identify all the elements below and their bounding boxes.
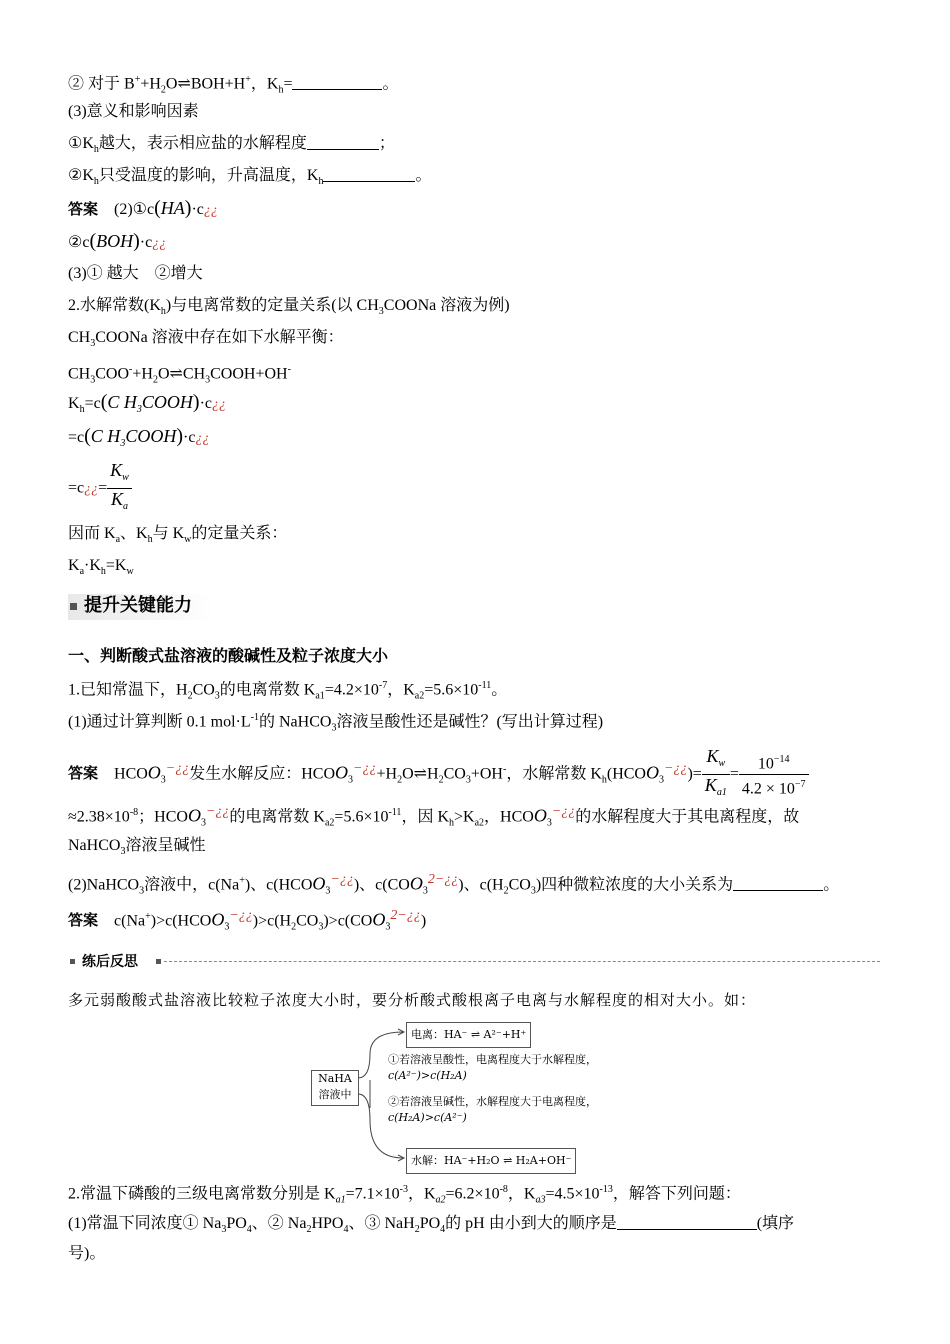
- text-line: 2.水解常数$(K_h)$与电离常数的定量关系(以 $CH_3COONa$ 溶液为例): [68, 297, 510, 318]
- text: CH: [68, 329, 91, 346]
- text: K: [706, 746, 719, 766]
- text: ；HCO: [138, 808, 188, 826]
- text: c(Na: [114, 912, 146, 930]
- question-line: (1)常温下同浓度① $Na_3PO_4$、② $Na_2HPO_4$、③ $NaH_2PO_4$的 pH 由小到大的顺序是 (填序: [68, 1215, 795, 1236]
- math: C H: [107, 392, 137, 412]
- text: 。: [415, 167, 432, 184]
- text: ，解答下列问题：: [612, 1185, 741, 1203]
- reflect-divider: [68, 952, 880, 972]
- square-icon: [156, 959, 161, 964]
- fraction: $\frac{K_w}{K_a}$: [107, 460, 132, 517]
- text: COONa 溶液中存在如下水解平衡：: [95, 329, 344, 346]
- answer-line: NaHCO$_3$溶液呈碱性: [68, 837, 206, 858]
- text: =c: [68, 479, 85, 497]
- text: )>c(HCO: [150, 912, 212, 930]
- text: =4.5×10: [545, 1185, 600, 1203]
- text: CH: [68, 365, 91, 383]
- text: O⇌BOH+H: [165, 75, 246, 93]
- answer-line: ②c(BOH)·c¿¿: [68, 230, 167, 252]
- text: >K: [454, 808, 475, 826]
- text: 因而 K: [68, 525, 116, 542]
- text: 、② Na: [251, 1215, 307, 1232]
- text: 2.水解常数(K: [68, 297, 161, 314]
- question-line: 1.已知常温下，$H_2CO_3$的电离常数 $K_{a1}=4.2\times 10^{-7}$，$K_{a2}=5.6\times 10^{-11}$。: [68, 680, 508, 702]
- square-icon: [70, 959, 75, 964]
- text: =c: [68, 429, 85, 446]
- text: ): [420, 912, 427, 930]
- text: HPO: [311, 1215, 344, 1232]
- text: )四种微粒浓度的大小关系为: [535, 876, 734, 894]
- text: 的水解程度大于其电离程度，故: [575, 808, 800, 826]
- text: ，水解常数 K: [506, 765, 602, 783]
- glyph: ¿¿: [203, 203, 218, 218]
- text: ，因 K: [401, 808, 449, 826]
- text: 2.常温下磷酸的三级电离常数分别是 K: [68, 1185, 336, 1203]
- text: (HCO: [606, 765, 646, 783]
- section-heading: [68, 594, 213, 620]
- text: K: [110, 460, 123, 480]
- text: 的定量关系：: [191, 525, 288, 542]
- text-line: $CH_3COO^-+H_2O\rightleftharpoons CH_3COOH+OH^-$: [68, 364, 291, 386]
- math: COOH: [141, 392, 193, 412]
- text: (2)①c: [114, 201, 155, 218]
- text: =5.6×10: [334, 808, 389, 826]
- text: PO: [419, 1215, 441, 1232]
- question-line: 2.常温下磷酸的三级电离常数分别是 $K_{a1}=7.1\times 10^{-3}$，$K_{a2}=6.2\times 10^{-8}$，$K_{a3}=4.5\times 10^{-13}$，解答下列问题：: [68, 1184, 741, 1206]
- math-line: =c¿¿= $\frac{K_w}{K_a}$: [68, 460, 132, 517]
- answer-label: 答案: [68, 200, 99, 218]
- text: 的电离常数 K: [219, 681, 316, 699]
- question-line: (2)NaHCO$_3$溶液中，c(Na+)、$c(HCOO_3^{-¿¿})$、$c(COO_3^{2-¿¿})$、$c(H_2CO_3)$四种微粒浓度的大小关系为 。: [68, 872, 840, 897]
- text-line: (3)① 越大 ②增大: [68, 265, 203, 282]
- text-line: $CH_3COONa$ 溶液中存在如下水解平衡：: [68, 329, 344, 350]
- text: +H: [140, 75, 161, 93]
- math: BOH: [96, 231, 134, 251]
- text: CO: [508, 876, 531, 894]
- text: ≈2.38×10: [68, 808, 130, 826]
- text: =7.1×10: [345, 1185, 400, 1203]
- text: 、③ NaH: [348, 1215, 415, 1232]
- text: CO: [296, 912, 319, 930]
- text: 。: [491, 681, 508, 699]
- answer-blank[interactable]: [733, 876, 823, 891]
- text: 的 NaHCO: [259, 713, 332, 731]
- text: )、c(CO: [353, 876, 410, 894]
- text: )、c(HCO: [244, 876, 313, 894]
- math: HA: [160, 198, 185, 218]
- text: ，K: [250, 75, 279, 93]
- text: 。: [382, 75, 399, 93]
- answer-line: 答案 $c(Na^+)>c(HCOO_3^{-¿¿})>c(H_2CO_3)>c(COO_3^{2-¿¿})$: [68, 908, 427, 933]
- answer-blank[interactable]: [617, 1215, 757, 1230]
- text: (2)NaHCO: [68, 876, 140, 894]
- text: ；: [378, 135, 395, 152]
- text: ·c: [191, 201, 204, 218]
- ionization-hydrolysis-diagram: [308, 1020, 597, 1170]
- answer-label: 答案: [68, 764, 99, 783]
- fraction: [739, 750, 809, 800]
- text: ，HCO: [484, 808, 534, 826]
- text: −14: [773, 753, 790, 765]
- text: =: [283, 75, 293, 93]
- text: +OH: [470, 765, 503, 783]
- text: K: [68, 557, 80, 574]
- text: 溶液呈碱性: [125, 837, 206, 854]
- text: (填序: [756, 1215, 795, 1232]
- text: (1)通过计算判断 0.1 mol·L: [68, 713, 251, 731]
- text-line: $②K_h$只受温度的影响，升高温度，$K_h$ 。: [68, 167, 432, 188]
- text-line: (3)意义和影响因素: [68, 103, 199, 120]
- text: 溶液中，c(Na: [144, 876, 240, 894]
- text: 。: [823, 876, 840, 894]
- text: =K: [105, 557, 127, 574]
- text: )=: [687, 765, 702, 783]
- text: K: [110, 489, 123, 510]
- case-text: ②若溶液呈碱性，水解程度大于电离程度，: [388, 1095, 597, 1108]
- text: 1.已知常温下，H: [68, 681, 188, 699]
- section-title: 提升关键能力: [84, 595, 192, 616]
- text: O⇌CH: [157, 365, 206, 383]
- text: CO: [443, 765, 466, 783]
- text: 10: [757, 755, 774, 773]
- part-heading: 一、判断酸式盐溶液的酸碱性及粒子浓度大小: [68, 646, 389, 665]
- case-text: ①若溶液呈酸性，电离程度大于水解程度，: [388, 1053, 597, 1066]
- text: CO: [192, 681, 215, 699]
- fraction: $\frac{K_w}{K_{a1}}$: [702, 746, 730, 803]
- center-label: 溶液中: [318, 1088, 352, 1101]
- glyph: ¿¿: [84, 481, 99, 497]
- text: )与电离常数的定量关系(以 CH: [165, 297, 379, 314]
- glyph: ¿¿: [195, 431, 210, 446]
- text: 越大，表示相应盐的水解程度: [98, 135, 307, 152]
- text: ·c: [139, 234, 153, 251]
- answer-label: 答案: [68, 911, 99, 930]
- text: ·c: [183, 429, 196, 446]
- glyph: ¿¿: [152, 236, 167, 251]
- center-box: [311, 1070, 359, 1106]
- answer-line: 答案 (2)①c(HA)·c¿¿: [68, 197, 218, 219]
- text-line: ② 对于 $B^++H_2O\rightleftharpoons BOH+H^+$，$K_h=$ 。: [68, 74, 399, 96]
- math: C H: [90, 426, 121, 446]
- text: ·c: [199, 395, 212, 412]
- text: COO: [95, 365, 130, 383]
- ionization-box: 电离：HA⁻ ⇌ A²⁻+H⁺: [406, 1022, 531, 1048]
- text: )、c(H: [458, 876, 504, 894]
- text: =6.2×10: [445, 1185, 500, 1203]
- answer-blank[interactable]: [292, 75, 382, 90]
- text: PO: [226, 1215, 247, 1232]
- answer-blank[interactable]: [307, 135, 379, 150]
- answer-line: 答案 $HCOO_3^{-¿¿}$发生水解反应：$HCOO_3^{-¿¿}+H_2O\rightleftharpoons H_2CO_3+OH^-$，水解常数 $K_h(HCOO_3^{-¿¿})=$ $\frac{K_w}{K_{a1}}$ = $\frac{10^{-14}}{4.2 \times 10^{-7}}$: [68, 746, 809, 803]
- text: ，K: [387, 681, 415, 699]
- text: =4.2×10: [324, 681, 379, 699]
- text: HCO: [114, 765, 148, 783]
- question-line: 号)。: [68, 1245, 106, 1262]
- math-line: =c(C $H_3COOH)\cdot c¿¿$: [68, 425, 210, 450]
- text-line: $K_a\cdot K_h=K_w$: [68, 557, 134, 578]
- text: +H: [376, 765, 398, 783]
- text: ·K: [84, 557, 101, 574]
- reflect-label: 练后反思: [82, 954, 138, 970]
- text: )>c(H: [252, 912, 292, 930]
- text: 、K: [120, 525, 148, 542]
- math: COOH: [125, 426, 177, 446]
- text: 只受温度的影响，升高温度，K: [98, 167, 319, 184]
- text: COOH+OH: [210, 365, 288, 383]
- text: 发生水解反应：HCO: [189, 765, 336, 783]
- square-icon: [70, 603, 77, 610]
- math-line: $K_h=c(C$ $H_3COOH)\cdot c¿¿$: [68, 391, 226, 416]
- text: ②c: [68, 234, 90, 251]
- text-line: 因而 $K_a$、$K_h$与 $K_w$的定量关系：: [68, 525, 288, 546]
- text: )>c(CO: [323, 912, 373, 930]
- reflect-note: 多元弱酸酸式盐溶液比较粒子浓度大小时，要分析酸式酸根离子电离与水解程度的相对大小。如：: [68, 991, 757, 1009]
- text: ，K: [407, 1185, 436, 1203]
- case-text: c(H₂A)>c(A²⁻): [388, 1111, 467, 1124]
- dashed-rule: [164, 961, 880, 962]
- text: (1)常温下同浓度① Na: [68, 1215, 222, 1232]
- text: 4.2 × 10: [741, 780, 795, 798]
- text: ②K: [68, 167, 94, 184]
- text: ，K: [507, 1185, 536, 1203]
- text: 溶液呈酸性还是碱性？(写出计算过程): [336, 713, 604, 731]
- text: K: [68, 395, 80, 412]
- case-text: c(A²⁻)>c(H₂A): [388, 1069, 467, 1082]
- hydrolysis-box: 水解：HA⁻+H₂O ⇌ H₂A+OH⁻: [406, 1148, 576, 1174]
- text: ② 对于 B: [68, 75, 135, 93]
- glyph: ¿¿: [212, 397, 226, 412]
- center-label: NaHA: [318, 1072, 352, 1085]
- text: O⇌H: [402, 765, 439, 783]
- text: 与 K: [152, 525, 185, 542]
- text: ①K: [68, 135, 94, 152]
- answer-blank[interactable]: [323, 167, 415, 182]
- text: NaHCO: [68, 837, 121, 854]
- text-line: $①K_h$越大，表示相应盐的水解程度 ；: [68, 135, 395, 156]
- answer-line: $\approx 2.38\times 10^{-8}$；$HCOO_3^{-¿¿}$的电离常数 $K_{a2}=5.6\times 10^{-11}$，因 $K_h>K_{a2}$，$HCOO_3^{-¿¿}$的水解程度大于其电离程度，故: [68, 804, 800, 829]
- text: +H: [132, 365, 153, 383]
- text: =c: [84, 395, 101, 412]
- question-line: (1)通过计算判断 0.1 $mol\cdot L^{-1}$的 NaHCO$_3$溶液呈酸性还是碱性？(写出计算过程): [68, 712, 604, 734]
- text: −7: [794, 779, 806, 791]
- text: 的 pH 由小到大的顺序是: [445, 1215, 617, 1232]
- text: COONa 溶液为例): [383, 297, 510, 314]
- text: K: [704, 775, 717, 796]
- text: 的电离常数 K: [229, 808, 325, 826]
- text: =5.6×10: [424, 681, 479, 699]
